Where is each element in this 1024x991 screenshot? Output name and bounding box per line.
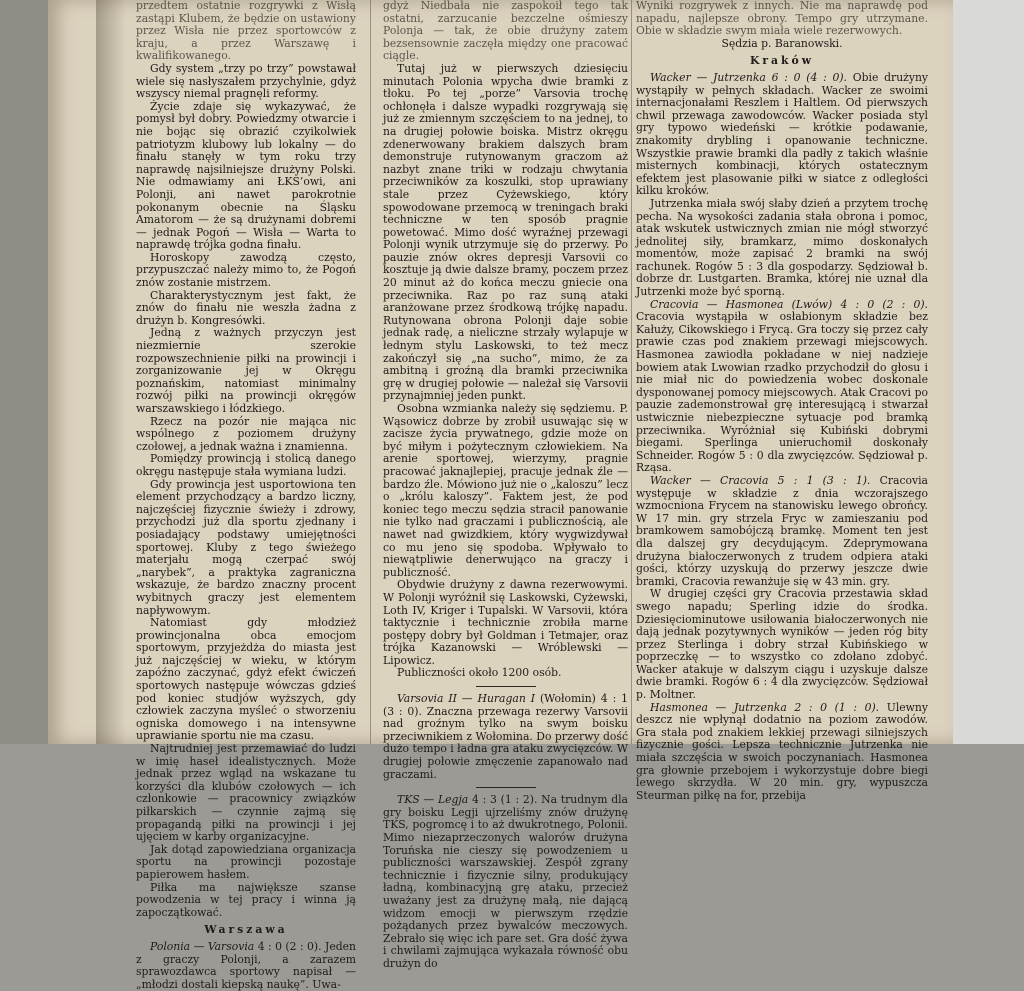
match-report (636, 702, 928, 803)
col3-top-text: Wyniki rozgrywek z innych. Nie ma naprawdę pod napadu, najlepsze obrony. Tempo gry utrzymane. Obie w składzie swym miała wiele rezerwowych. (636, 0, 928, 38)
column-1 (136, 0, 356, 991)
section-heading-krakow: Kraków (749, 54, 815, 68)
match-score: (Wołomin) 4 : 1 (3 : 0). (383, 692, 629, 718)
background-left (0, 0, 50, 744)
match-title: Wacker — Jutrzenka 6 : 0 (4 : 0). (650, 70, 847, 84)
col1-paragraph: Życie zdaje się wykazywać, że pomysł był dobry. Powiedzmy otwarcie i nie bojąc się obrazić czyikolwiek patriotyzm klubowy lub lokalny — do finału stanęły w tym roku trzy naprawdę najsilniejsze drużyny Polski. Nie odmawiamy ani ŁKS’owi, ani Polonji, ani nawet parokrotnie pokonanym obecnie na Śląsku Amatorom — że są drużynami dobremi — jednak Pogoń — Wisła — Warta to naprawdę trójka godna finału. (136, 99, 356, 252)
match-report (636, 475, 928, 588)
match-title: Hasmonea — Jutrzenka 2 : 0 (1 : 0). (650, 700, 880, 714)
col1-paragraph: Gdy system „trzy po trzy” powstawał wiele się nasłyszałem przychylnie, gdyż wszyscy niemal pragnęli reformy. (136, 61, 356, 101)
background-right (952, 0, 1024, 744)
col1-paragraph: Natomiast gdy młodzież prowincjonalna obca emocjom sportowym, przyjeżdża do miasta jest już najczęściej w wieku, w którym zapóźno zaczynać, gdyż efekt ćwiczeń sportowych następuje wówczas gdzieś pod koniec studjów wyższych, gdy człowiek zaczyna myśleć o stworzeniu ogniska domowego i na intensywne uprawianie sportu nie ma czasu. (136, 616, 356, 743)
match-title: Cracovia — Hasmonea (Lwów) 4 : 0 (2 : 0). (650, 297, 928, 311)
column-2 (383, 0, 629, 970)
col2-paragraph: Tutaj już w pierwszych dziesięciu minutach Polonia wpycha dwie bramki z tłoku. Po tej „porze” Varsovia trochę ochłonęła i dalsze wypadki rozgrywają się już ze zmiennym szczęściem to na jednej, to na drugiej połowie boiska. Mistrz okręgu zdenerwowany brakiem dalszych bram demonstruje rutynowanym graczom aż nazbyt znane triki w rodzaju chwytania przeciwników za koszulki, stop uprawiany stale przez Cyżewskiego, który spowodowane przemocą w treningach braki techniczne w ten sposób pragnie powetować. Mimo dość wyraźnej przewagi Polonji wynik utrzymuje się do przerwy. Po pauzie znów okres depresji Varsovii co kosztuje ją dwie dalsze bramy, poczem przez 20 minut aż do końca meczu gniecie ona przeciwnika. Raz po raz suną ataki aranżowane przez środkową trójkę napadu. Rutynowana obrona Polonji daje sobie jednak radę, a nieliczne strzały wylapuje w łednym stylu Laskowski, to też mecz zakończył się „na sucho”, mimo, że za ambitną i groźną dla bramki przeciwnika grę w drugiej połowie — należał się Varsovii przynajmniej jeden punkt. (383, 61, 628, 403)
section-heading-warszawa: Warszawa (204, 923, 288, 937)
col1-paragraph: Horoskopy zawodzą często, przypuszczać należy mimo to, że Pogoń znów zostanie mistrzem. (136, 250, 356, 290)
col1-paragraph: Jak dotąd zapowiedziana organizacja sportu na prowincji pozostaje papierowem hasłem. (136, 842, 356, 881)
short-rule (476, 686, 536, 687)
col1-paragraph: Rzecz na pozór nie mająca nic wspólnego z poziomem drużyny czołowej, a jednak ważna i znamienna. (136, 414, 356, 453)
match-title: Varsovia II — Huragan I (397, 692, 535, 706)
column-3 (636, 0, 928, 802)
column-divider (370, 0, 371, 744)
column-divider (631, 0, 632, 744)
match-title: Polonia — Varsovia (150, 939, 255, 953)
match-text: Ulewny deszcz nie wpłynął dodatnio na poziom zawodów. Gra stała pod znakiem lekkiej przewagi silniejszych fizycznie gości. Lepsza technicznie Jutrzenka nie miała szczęścia w swoich poczynaniach. Hasmonea gra głownie przebojem i wykorzystuje dobre biegi lewego skrzydła. W 20 min. gry, wypuszcza Steurman piłkę na for, przebija (636, 700, 928, 802)
col1-paragraph: Gdy prowincja jest usportowiona ten element przychodzący a bardzo liczny, najczęściej fizycznie świeży i zdrowy, przychodzi już dla sportu zjednany i posiadający podstawy umiejętności sportowej. Kluby z tego świeżego materjału mogą czerpać swój „narybek”, a praktyka zagraniczna wskazuje, że bardzo znaczny procent wybitnych graczy jest elementem napływowym. (136, 477, 356, 617)
col1-paragraph: Pomiędzy prowincją i stolicą danego okręgu następuje stała wymiana ludzi. (136, 452, 356, 478)
col1-paragraph: Jedną z ważnych przyczyn jest niezmiernie szerokie rozpowszechnienie piłki na prowincji i zorganizowanie jej w Okręgu poznańskim, natomiast minimalny rozwój piłki na prowincji okręgów warszawskiego i łódzkiego. (136, 326, 356, 415)
match-text: Znaczna przewaga rezerwy Varsovii nad groźnym tylko na swym boisku przeciwnikiem z Wołomina. Do przerwy dość dużo tempo i ładna gra ataku zwycięzców. W drugiej połowie zmęczenie zapanowało nad graczami. (383, 704, 629, 781)
col3-paragraph: W drugiej części gry Cracovia przestawia skład swego napadu; Sperling idzie do środka. Dziesięciominutowe usiłowania białoczerwonych nie dają jednak pozytywnych wyników — jeden róg bity przez Sterlinga i dobry strzał Kubińskiego w poprzeczkę — to wszystko co zdołano zdobyć. Wacker atakuje w dalszym ciągu i uzyskuje dalsze dwie bramki. Rogów 6 : 4 dla zwycięzców. Sędziował p. Moltner. (636, 587, 928, 702)
col2-paragraph: Obydwie drużyny z dawna rezerwowymi. W Polonji wyróżnił się Laskowski, Cyżewski, Loth IV, Kriger i Tupalski. W Varsovii, która taktycznie i technicznie zrobiła marne postępy dobry był Goldman i Tetmajer, oraz trójka Kazanowski — Wróblewski — Lipowicz. (383, 578, 628, 667)
match-report (636, 72, 928, 198)
col1-paragraph: Najtrudniej jest przemawiać do ludzi w imię haseł idealistycznych. Może jednak przez wgląd na wskazane tu korzyści dla klubów czołowych — ich członkowie — pracownicy związków piłkarskich — czynnie zajmą się propagandą piłki na prowincji i jej ujęciem w karby organizacyjne. (136, 742, 356, 844)
match-text: Cracovia wystąpiła w osłabionym składzie bez Kałuży, Cikowskiego i Frycą. Gra toczy się przez cały prawie czas pod znakiem przewagi miejscowych. Hasmonea zawiodła pokładane w niej nadzieje bowiem atak Lwowian rzadko przychodził do głosu i nie miał nic do powiedzenia wobec doskonale dysponowanej pomocy miejscowych. Atak Cracovi po pauzie zademonstrował grę interesującą i stwarzał ustwicznie niebezpieczne sytuacje pod bramką przeciwnika. Wyróżniał się Kubiński dobrymi biegami. Sperlinga unieruchomił doskonały Schneider. Rogów 5 : 0 dla zwycięzców. Sędziował p. Rząsa. (636, 310, 928, 475)
col2-paragraph: Osobna wzmianka należy się sędziemu. P. Wąsowicz dobrze by zrobił usuwając się w zacisze życia prywatnego, gdzie może on być miłym i pożytecznym człowiekiem. Na arenie sportowej, wierzymy, pragnie pracować jaknajlepiej, pracuje jednak źle — bardzo źle. Mówiono już nie o „kaloszu” lecz o „królu kaloszy”. Faktem jest, że pod koniec tego meczu sędzia stracił panowanie nie tylko nad graczami i publicznością, ale nawet nad gwizdkiem, który wygwizdywał co mu jeno się spodoba. Wpływało to niewątpliwie denerwująco na graczy i publiczność. (383, 402, 628, 579)
match-text: Na trudnym dla gry boisku Legji ujrzeliśmy znów drużynę TKS, pogromcę i to aż dwukrotnego, Polonii. Mimo niezaprzeczonych walorów drużyna Toruńska nie cieszy się powodzeniem u publiczności warszawskiej. Zespół zgrany technicznie i fizycznie silny, produkujący ładną, kombinacyjną grę ataku, przecież uważany jest za drużynę małą, nie dającą widzom emocji w pierwszym rzędzie pożądanych przez bywalców meczowych. Zebrało się więc ich pare set. Gra dość żywa i chwilami zajmująca wykazała równość obu drużyn do (383, 793, 628, 970)
match-score: 4 : 0 (2 : 0). (257, 939, 322, 953)
match-report (383, 693, 628, 781)
match-report (636, 299, 928, 475)
col1-paragraph: Piłka ma największe szanse powodzenia w tej pracy i winna ją zapoczątkować. (136, 880, 356, 919)
page-fold-shadow (96, 0, 126, 744)
short-rule (476, 787, 536, 788)
match-text: Obie drużyny wystąpiły w pełnych składach. Wacker ze swoimi internacjonałami Reszlem i Haltlem. Od pierwszych chwil przewaga zawodowców. Wacker posiada styl gry typowo wiedeński — krótkie podawanie, znakomity drybling i opanowanie techniczne. Wszystkie prawie bramki dla padły z takich właśnie misternych kombinacji, których ostatecznym efektem jest plasowanie piłki w siatce z odległości kilku kroków. (636, 70, 928, 198)
col1-top-text: przedtem ostatnie rozgrywki z Wisłą zastąpi Klubem, że będzie on ustawiony przez Wisła nie przez sportowców z kraju, a przez Warszawę i kwalifikowanego. (136, 0, 356, 63)
match-title: TKS — Legja (397, 793, 469, 807)
match-score: 4 : 3 (1 : 2). (472, 793, 538, 807)
match-text: Cracovia występuje w składzie z dnia wczorajszego wzmocniona Frycem na stanowisku lewego obrońcy. W 17 min. gry strzela Fryc w zamieszaniu pod bramkowem samobójczą bramkę. Moment ten jest dla dalszej gry decydującym. Zdeprymowana drużyna białoczerwonych z trudem odpiera ataki gości, którzy uzyskują do przerwy jeszcze dwie bramki, Cracovia rewanżuje się w 43 min. gry. (636, 473, 928, 588)
match-text: Jeden z graczy Polonji, a zarazem sprawozdawca sportowy napisał — „młodzi dostali kiepską naukę”. Uwa- (136, 939, 356, 991)
match-report (383, 794, 628, 970)
match-title: Wacker — Cracovia 5 : 1 (3 : 1). (650, 473, 871, 487)
col2-paragraph: Publiczności około 1200 osób. (397, 666, 562, 680)
referee-signature: Sędzia p. Baranowski. (721, 36, 843, 50)
match-report (136, 941, 356, 991)
newspaper-page (48, 0, 953, 991)
col3-paragraph: Jutrzenka miała swój słaby dzień a przytem trochę pecha. Na wysokości zadania stała obrona i pomoc, atak wskutek ustwicznych zmian nie mógł stworzyć jednolitej siły, bramkarz, mimo doskonałych momentów, może zapisać 2 bramki na swój rachunek. Rogów 5 : 3 dla gospodarzy. Sędziował b. dobrze dr. Lustgarten. Bramka, której nie uznał dla Jutrzenki może być sporną. (636, 196, 928, 299)
col1-paragraph: Charakterystycznym jest fakt, że znów do finału nie weszła żadna z drużyn b. Kongresówki. (136, 288, 356, 327)
col2-top-text: gdyż Niedbała nie zaspokoił tego tak ostatni, zarzucanie bezczelne ośmieszy Polonja — tak, że obie drużyny zatem bezsensownie zaczęła między one pracować ciągle. (383, 0, 628, 63)
